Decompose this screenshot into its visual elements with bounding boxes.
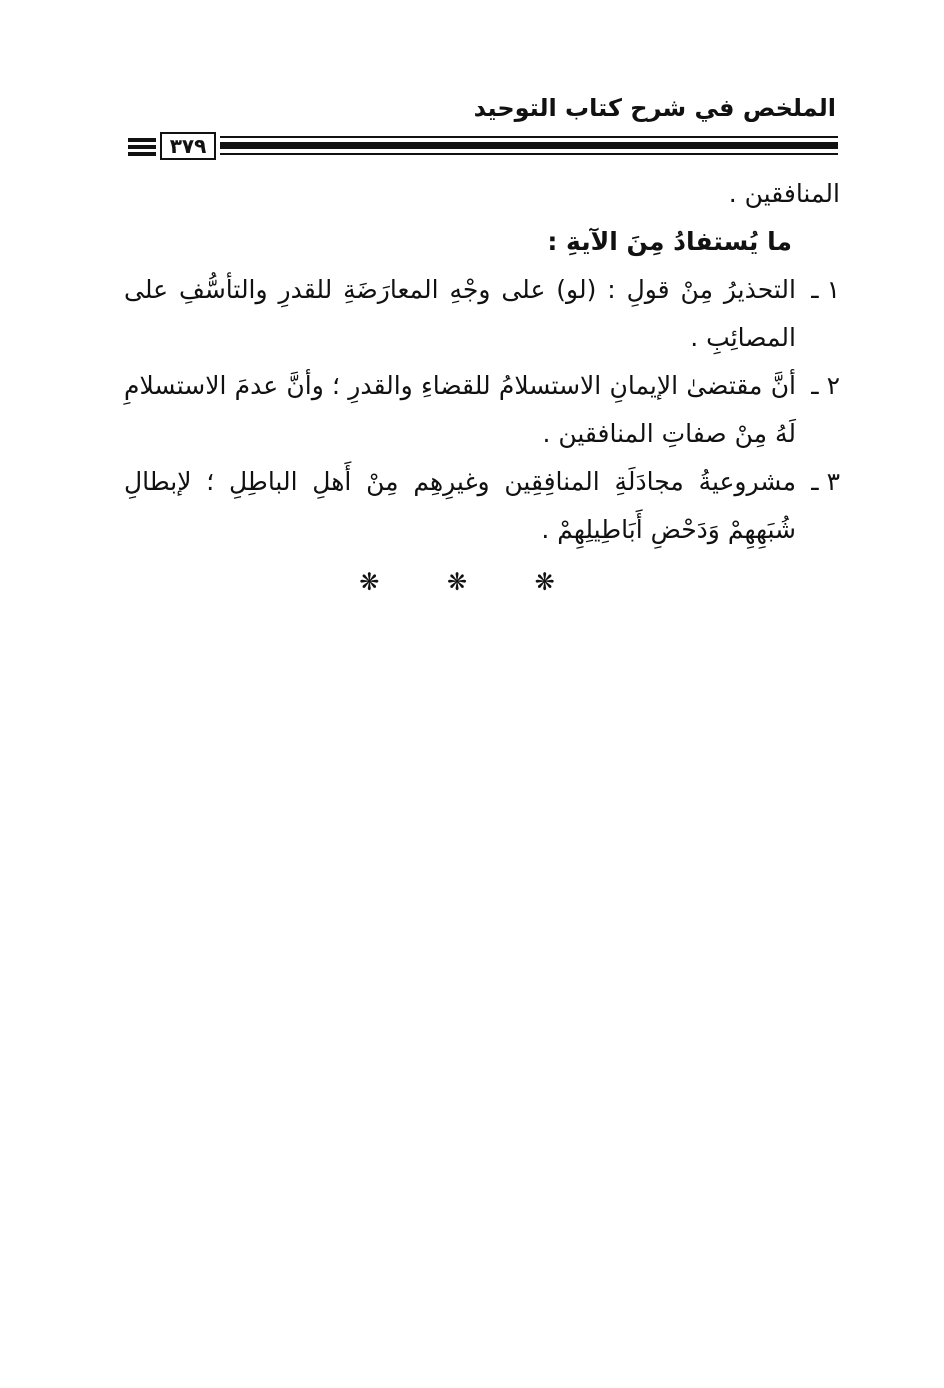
list-item xyxy=(124,266,840,362)
list-item-number: ٣ ـ xyxy=(811,467,840,496)
continuation-text: المنافقين . xyxy=(728,179,840,208)
list-item-number: ١ ـ xyxy=(811,275,840,304)
rule-thick-line xyxy=(220,142,838,149)
list-item xyxy=(124,362,840,458)
list-item-number: ٢ ـ xyxy=(811,371,840,400)
header-rule xyxy=(128,132,838,162)
list-item xyxy=(124,458,840,554)
rule-thin-line-top xyxy=(220,136,838,138)
running-header-title: الملخص في شرح كتاب التوحيد xyxy=(473,94,836,122)
list-item-text: التحذيرُ مِنْ قولِ : (لو) على وجْهِ المعارَضَةِ للقدرِ والتأسُّفِ على المصائِبِ . xyxy=(124,275,796,352)
rule-thin-line-bottom xyxy=(220,153,838,155)
section-subheading: ما يُستفادُ مِنَ الآيةِ : xyxy=(547,227,792,256)
list-item-text: أنَّ مقتضىٰ الإيمانِ الاستسلامُ للقضاءِ والقدرِ ؛ وأنَّ عدمَ الاستسلامِ لَهُ مِنْ صفاتِ المنافقين . xyxy=(124,371,796,448)
list-item-text: مشروعيةُ مجادَلَةِ المنافِقِين وغيرِهِم مِنْ أَهلِ الباطِلِ ؛ لإبطالِ شُبَهِهِمْ وَدَحْضِ أَبَاطِيلِهِمْ . xyxy=(124,467,796,544)
page-number: ٣٧٩ xyxy=(160,132,216,160)
page-body xyxy=(124,170,840,554)
section-separator-stars: ❋ ❋ ❋ xyxy=(359,568,585,596)
rule-end-marks xyxy=(128,138,156,159)
